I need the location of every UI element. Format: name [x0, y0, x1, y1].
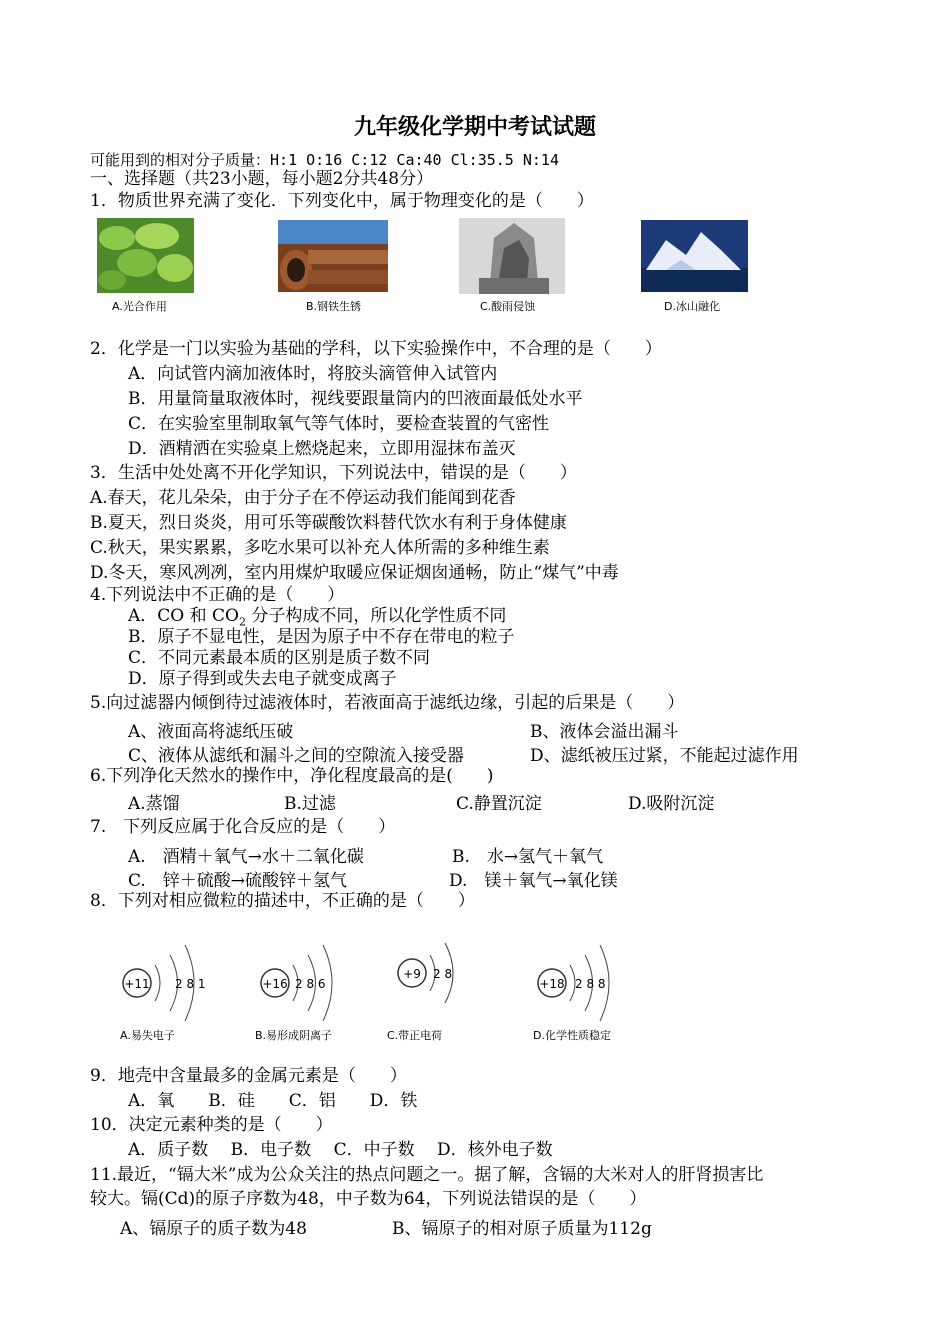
q2-option-a: A．向试管内滴加液体时，将胶头滴管伸入试管内 [128, 364, 498, 384]
q9-options: A．氧 B．硅 C．铝 D．铁 [128, 1091, 418, 1111]
photosynthesis-image [97, 218, 194, 293]
q11-option-a: A、镉原子的质子数为48 [120, 1219, 307, 1239]
q5-option-a: A、液面高将滤纸压破 [128, 722, 294, 742]
q5-stem: 5.向过滤器内倾倒待过滤液体时，若液面高于滤纸边缘，引起的后果是（ ） [90, 693, 685, 713]
nucleus-label-a: +11 [124, 977, 150, 991]
q1-caption-d: D.冰山融化 [664, 300, 720, 313]
q6-option-b: B.过滤 [284, 794, 336, 814]
q11-option-b: B、镉原子的相对原子质量为112g [392, 1219, 652, 1239]
atom-structure-diagrams [115, 935, 675, 1045]
q4-option-c: C．不同元素最本质的区别是质子数不同 [128, 648, 431, 668]
atom-diagram-b [255, 945, 332, 1042]
q4-option-a-rest: 分子构成不同，所以化学性质不同 [245, 606, 507, 626]
q11-stem-line1: 11.最近，“镉大米”成为公众关注的热点问题之一。据了解，含镉的大米对人的肝肾损害比 [90, 1165, 764, 1185]
q3-option-c: C.秋天，果实累累，多吃水果可以补充人体所需的多种维生素 [90, 538, 550, 558]
q2-option-d: D．酒精洒在实验桌上燃烧起来，立即用湿抹布盖灭 [128, 439, 516, 459]
shell-label-a: 2 8 1 [175, 977, 206, 991]
q4-stem: 4.下列说法中不正确的是（ ） [90, 585, 345, 605]
q11-stem-line2: 较大。镉(Cd)的原子序数为48，中子数为64，下列说法错误的是（ ） [90, 1189, 647, 1209]
atom-diagram-d [533, 945, 611, 1042]
q2-option-b: B．用量筒量取液体时，视线要跟量筒内的凹液面最低处水平 [128, 389, 583, 409]
q7-stem: 7. 下列反应属于化合反应的是（ ） [90, 817, 396, 837]
atom-diagram-a [120, 945, 206, 1042]
q1-caption-b: B.钢铁生锈 [306, 300, 362, 313]
melting-iceberg-image [641, 220, 748, 292]
q9-stem: 9．地壳中含量最多的金属元素是（ ） [90, 1066, 407, 1086]
atom-caption-a: A.易失电子 [120, 1029, 175, 1042]
rusty-pipes-image [278, 220, 388, 292]
atom-caption-d: D.化学性质稳定 [533, 1029, 611, 1042]
q6-option-d: D.吸附沉淀 [628, 794, 715, 814]
co2-subscript: 2 [238, 615, 246, 629]
q6-stem: 6.下列净化天然水的操作中，净化程度最高的是( ) [90, 766, 494, 786]
q5-option-d: D、滤纸被压过紧，不能起过滤作用 [530, 746, 799, 766]
q6-option-c: C.静置沉淀 [456, 794, 542, 814]
acid-rain-statue-image [459, 218, 565, 294]
nucleus-label-c: +9 [403, 967, 421, 981]
nucleus-label-b: +16 [262, 977, 288, 991]
q7-option-c: C. 锌＋硫酸→硫酸锌＋氢气 [128, 871, 348, 891]
relative-masses: 可能用到的相对分子质量：H:1 O:16 C:12 Ca:40 Cl:35.5 N:14 [90, 151, 559, 169]
q4-option-b: B．原子不显电性，是因为原子中不存在带电的粒子 [128, 627, 515, 647]
atom-caption-c: C.带正电荷 [387, 1029, 443, 1042]
q10-stem: 10．决定元素种类的是（ ） [90, 1115, 333, 1135]
q1-stem: 1．物质世界充满了变化．下列变化中，属于物理变化的是（ ） [90, 191, 594, 211]
q7-option-b: B. 水→氢气＋氧气 [452, 847, 604, 867]
q7-option-a: A. 酒精＋氧气→水＋二氧化碳 [128, 847, 364, 867]
shell-label-d: 2 8 8 [575, 977, 606, 991]
q3-option-a: A.春天，花儿朵朵，由于分子在不停运动我们能闻到花香 [90, 488, 516, 508]
q3-option-b: B.夏天，烈日炎炎，用可乐等碳酸饮料替代饮水有利于身体健康 [90, 513, 567, 533]
q3-stem: 3．生活中处处离不开化学知识，下列说法中，错误的是（ ） [90, 463, 577, 483]
atom-diagram-c [387, 943, 453, 1042]
shell-label-b: 2 8 6 [295, 977, 326, 991]
q5-option-c: C、液体从滤纸和漏斗之间的空隙流入接受器 [128, 746, 465, 766]
q1-caption-a: A.光合作用 [112, 300, 167, 313]
q4-option-a-text: A．CO 和 CO [128, 606, 239, 626]
q10-options: A．质子数 B．电子数 C．中子数 D．核外电子数 [128, 1140, 553, 1160]
q3-option-d: D.冬天，寒风冽冽，室内用煤炉取暖应保证烟囱通畅，防止“煤气”中毒 [90, 563, 619, 583]
q2-option-c: C．在实验室里制取氧气等气体时，要检查装置的气密性 [128, 414, 550, 434]
atom-caption-b: B.易形成阴离子 [255, 1029, 333, 1042]
shell-label-c: 2 8 [433, 967, 453, 981]
q8-stem: 8．下列对相应微粒的描述中，不正确的是（ ） [90, 891, 475, 911]
q1-caption-c: C.酸雨侵蚀 [480, 300, 536, 313]
q5-option-b: B、液体会溢出漏斗 [530, 722, 679, 742]
page-title: 九年级化学期中考试试题 [353, 114, 596, 140]
q7-option-d: D. 镁＋氧气→氧化镁 [449, 871, 618, 891]
section-heading: 一、选择题（共23小题，每小题2分共48分） [90, 169, 434, 189]
nucleus-label-d: +18 [539, 977, 565, 991]
q4-option-d: D．原子得到或失去电子就变成离子 [128, 669, 397, 689]
q6-option-a: A.蒸馏 [128, 794, 180, 814]
q2-stem: 2．化学是一门以实验为基础的学科，以下实验操作中，不合理的是（ ） [90, 339, 662, 359]
